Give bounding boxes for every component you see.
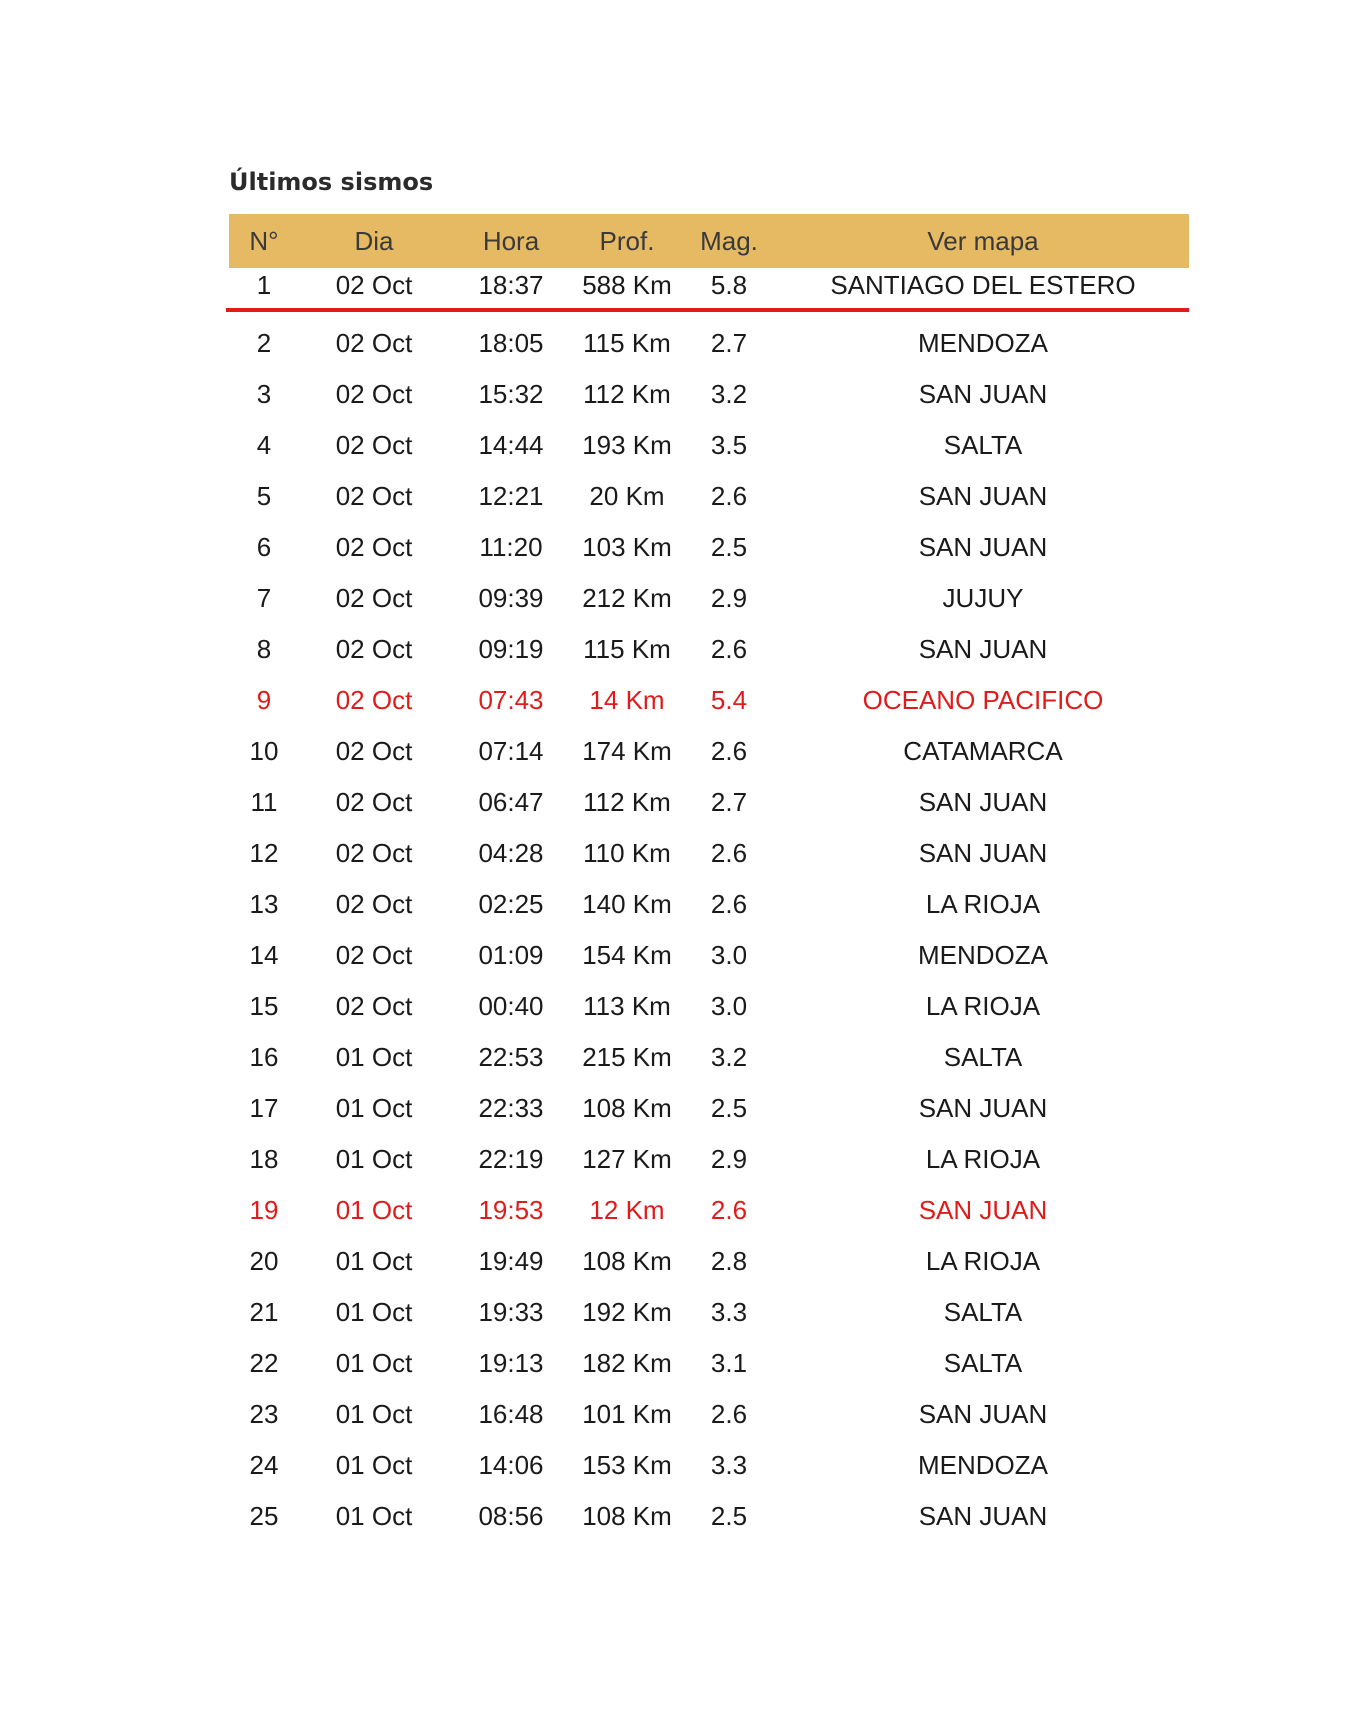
cell-number: 7 xyxy=(256,583,272,613)
header-map[interactable]: Ver mapa xyxy=(927,225,1039,256)
cell-location-link[interactable]: SAN JUAN xyxy=(918,1195,1048,1225)
cell-depth: 212 Km xyxy=(582,583,672,613)
cell-day: 01 Oct xyxy=(335,1093,413,1123)
cell-number: 8 xyxy=(256,634,272,664)
cell-time: 09:39 xyxy=(478,583,544,613)
table-row[interactable] xyxy=(229,1491,1189,1542)
cell-time: 22:33 xyxy=(478,1093,544,1123)
cell-magnitude: 2.6 xyxy=(710,889,748,919)
cell-number: 13 xyxy=(249,889,279,919)
cell-number: 4 xyxy=(256,430,272,460)
header-time[interactable]: Hora xyxy=(482,225,540,256)
cell-depth: 108 Km xyxy=(582,1093,672,1123)
table-row[interactable] xyxy=(229,522,1189,573)
table-row[interactable] xyxy=(229,1032,1189,1083)
cell-time: 14:44 xyxy=(478,430,544,460)
cell-depth: 112 Km xyxy=(583,379,671,409)
cell-day: 01 Oct xyxy=(335,1297,413,1327)
cell-depth: 14 Km xyxy=(589,685,665,715)
cell-location-link[interactable]: SAN JUAN xyxy=(918,532,1048,562)
cell-day: 01 Oct xyxy=(335,1450,413,1480)
cell-time: 07:14 xyxy=(478,736,544,766)
cell-time: 09:19 xyxy=(478,634,544,664)
panel-title: Últimos sismos xyxy=(229,168,434,196)
cell-location-link[interactable]: OCEANO PACIFICO xyxy=(862,685,1104,715)
cell-depth: 112 Km xyxy=(583,787,671,817)
cell-day: 02 Oct xyxy=(335,379,413,409)
cell-depth: 115 Km xyxy=(583,634,671,664)
cell-magnitude: 2.6 xyxy=(710,634,748,664)
cell-depth: 174 Km xyxy=(582,736,672,766)
header-depth[interactable]: Prof. xyxy=(599,225,655,256)
cell-magnitude: 2.5 xyxy=(710,1093,748,1123)
cell-location-link[interactable]: SALTA xyxy=(943,1297,1023,1327)
cell-depth: 193 Km xyxy=(582,430,672,460)
cell-magnitude: 2.6 xyxy=(710,1195,748,1225)
cell-day: 01 Oct xyxy=(335,1246,413,1276)
earthquakes-table-rest xyxy=(229,318,1189,1542)
cell-depth: 110 Km xyxy=(583,838,671,868)
table-row[interactable] xyxy=(229,624,1189,675)
cell-day: 02 Oct xyxy=(335,736,413,766)
table-row[interactable] xyxy=(229,1083,1189,1134)
latest-divider xyxy=(226,308,1189,312)
cell-location-link[interactable]: LA RIOJA xyxy=(925,991,1041,1021)
cell-time: 16:48 xyxy=(478,1399,544,1429)
cell-time: 01:09 xyxy=(478,940,544,970)
cell-day: 01 Oct xyxy=(335,1501,413,1531)
table-row[interactable] xyxy=(229,471,1189,522)
cell-magnitude: 5.8 xyxy=(710,270,748,300)
cell-time: 15:32 xyxy=(478,379,544,409)
cell-day: 01 Oct xyxy=(335,1399,413,1429)
cell-number: 24 xyxy=(249,1450,279,1480)
cell-location-link[interactable]: SAN JUAN xyxy=(918,1501,1048,1531)
cell-time: 04:28 xyxy=(478,838,544,868)
cell-day: 02 Oct xyxy=(335,532,413,562)
table-row[interactable] xyxy=(229,1389,1189,1440)
cell-number: 20 xyxy=(249,1246,279,1276)
cell-number: 17 xyxy=(249,1093,279,1123)
cell-number: 9 xyxy=(256,685,272,715)
cell-location-link[interactable]: SAN JUAN xyxy=(918,1093,1048,1123)
cell-time: 11:20 xyxy=(479,532,543,562)
table-row[interactable] xyxy=(229,1134,1189,1185)
cell-number: 6 xyxy=(256,532,272,562)
cell-magnitude: 2.9 xyxy=(710,583,748,613)
cell-number: 2 xyxy=(256,328,272,358)
cell-time: 19:49 xyxy=(478,1246,544,1276)
cell-time: 06:47 xyxy=(478,787,544,817)
table-row[interactable] xyxy=(229,675,1189,726)
table-row[interactable] xyxy=(229,828,1189,879)
cell-depth: 20 Km xyxy=(589,481,665,511)
cell-depth: 192 Km xyxy=(582,1297,672,1327)
cell-day: 02 Oct xyxy=(335,634,413,664)
cell-location-link[interactable]: SALTA xyxy=(943,430,1023,460)
cell-location-link[interactable]: LA RIOJA xyxy=(925,889,1041,919)
cell-day: 02 Oct xyxy=(335,430,413,460)
header-day[interactable]: Dia xyxy=(354,225,394,256)
cell-magnitude: 3.0 xyxy=(710,991,748,1021)
cell-number: 5 xyxy=(256,481,272,511)
cell-time: 19:53 xyxy=(478,1195,544,1225)
table-row[interactable] xyxy=(229,981,1189,1032)
header-row xyxy=(229,214,1189,268)
cell-day: 02 Oct xyxy=(335,889,413,919)
cell-location-link[interactable]: MENDOZA xyxy=(918,328,1048,358)
latest-quake-body xyxy=(229,268,1189,308)
cell-location-link[interactable]: CATAMARCA xyxy=(903,736,1063,766)
table-row[interactable] xyxy=(229,369,1189,420)
cell-time: 08:56 xyxy=(478,1501,544,1531)
cell-depth: 108 Km xyxy=(582,1246,672,1276)
cell-magnitude: 2.5 xyxy=(710,1501,748,1531)
cell-magnitude: 2.8 xyxy=(710,1246,748,1276)
cell-day: 02 Oct xyxy=(335,481,413,511)
earthquakes-panel xyxy=(229,162,1189,1542)
cell-location-link[interactable]: SAN JUAN xyxy=(918,379,1048,409)
table-row[interactable] xyxy=(229,1440,1189,1491)
cell-depth: 103 Km xyxy=(582,532,672,562)
cell-number: 25 xyxy=(249,1501,279,1531)
table-row[interactable] xyxy=(229,1287,1189,1338)
cell-time: 02:25 xyxy=(478,889,544,919)
cell-time: 00:40 xyxy=(478,991,544,1021)
cell-magnitude: 2.6 xyxy=(710,1399,748,1429)
cell-day: 02 Oct xyxy=(335,838,413,868)
cell-location-link[interactable]: JUJUY xyxy=(942,583,1024,613)
cell-magnitude: 3.0 xyxy=(710,940,748,970)
table-row[interactable] xyxy=(229,930,1189,981)
cell-time: 18:05 xyxy=(478,328,544,358)
cell-depth: 101 Km xyxy=(582,1399,672,1429)
cell-number: 22 xyxy=(249,1348,279,1378)
header-magnitude[interactable]: Mag. xyxy=(700,225,758,256)
cell-time: 19:33 xyxy=(478,1297,544,1327)
cell-magnitude: 2.7 xyxy=(710,787,748,817)
cell-location-link[interactable]: MENDOZA xyxy=(918,940,1048,970)
cell-depth: 140 Km xyxy=(582,889,672,919)
cell-location-link[interactable]: LA RIOJA xyxy=(925,1144,1041,1174)
quake-rows xyxy=(229,318,1189,1542)
cell-time: 12:21 xyxy=(478,481,544,511)
cell-day: 02 Oct xyxy=(335,583,413,613)
table-row[interactable] xyxy=(229,777,1189,828)
cell-time: 14:06 xyxy=(478,1450,544,1480)
cell-depth: 215 Km xyxy=(582,1042,672,1072)
cell-depth: 115 Km xyxy=(583,328,671,358)
cell-number: 18 xyxy=(249,1144,279,1174)
cell-magnitude: 3.3 xyxy=(710,1450,748,1480)
cell-location-link[interactable]: SAN JUAN xyxy=(918,1399,1048,1429)
cell-time: 22:19 xyxy=(478,1144,544,1174)
header-number[interactable]: N° xyxy=(249,225,279,256)
cell-day: 02 Oct xyxy=(335,270,413,300)
cell-day: 01 Oct xyxy=(335,1348,413,1378)
cell-location-link[interactable]: SALTA xyxy=(943,1348,1023,1378)
cell-number: 16 xyxy=(249,1042,279,1072)
table-row-latest[interactable] xyxy=(229,268,1189,308)
cell-day: 02 Oct xyxy=(335,991,413,1021)
cell-magnitude: 2.7 xyxy=(710,328,748,358)
cell-day: 01 Oct xyxy=(335,1042,413,1072)
cell-number: 23 xyxy=(249,1399,279,1429)
cell-depth: 588 Km xyxy=(582,270,672,300)
cell-location-link[interactable]: SAN JUAN xyxy=(918,838,1048,868)
cell-depth: 113 Km xyxy=(583,991,671,1021)
cell-location-link[interactable]: SAN JUAN xyxy=(918,634,1048,664)
table-row[interactable] xyxy=(229,726,1189,777)
cell-location-link[interactable]: MENDOZA xyxy=(918,1450,1048,1480)
cell-depth: 12 Km xyxy=(589,1195,665,1225)
table-row[interactable] xyxy=(229,879,1189,930)
cell-time: 18:37 xyxy=(478,270,544,300)
cell-time: 19:13 xyxy=(478,1348,544,1378)
table-row[interactable] xyxy=(229,1338,1189,1389)
cell-day: 01 Oct xyxy=(335,1144,413,1174)
cell-location-link[interactable]: SALTA xyxy=(943,1042,1023,1072)
table-row[interactable] xyxy=(229,1236,1189,1287)
cell-number: 3 xyxy=(256,379,272,409)
cell-magnitude: 5.4 xyxy=(710,685,748,715)
table-row[interactable] xyxy=(229,420,1189,471)
cell-depth: 182 Km xyxy=(582,1348,672,1378)
cell-day: 02 Oct xyxy=(335,685,413,715)
cell-depth: 153 Km xyxy=(582,1450,672,1480)
cell-number: 10 xyxy=(249,736,279,766)
cell-day: 01 Oct xyxy=(335,1195,413,1225)
table-row[interactable] xyxy=(229,318,1189,369)
cell-number: 12 xyxy=(249,838,279,868)
cell-number: 14 xyxy=(249,940,279,970)
cell-magnitude: 3.3 xyxy=(710,1297,748,1327)
earthquakes-table xyxy=(229,214,1189,308)
cell-time: 22:53 xyxy=(478,1042,544,1072)
table-header xyxy=(229,214,1189,268)
cell-magnitude: 2.9 xyxy=(710,1144,748,1174)
cell-number: 21 xyxy=(249,1297,279,1327)
cell-depth: 108 Km xyxy=(582,1501,672,1531)
table-row[interactable] xyxy=(229,573,1189,624)
cell-number: 15 xyxy=(249,991,279,1021)
cell-number: 11 xyxy=(250,787,278,817)
cell-number: 19 xyxy=(249,1195,279,1225)
cell-magnitude: 3.1 xyxy=(710,1348,748,1378)
cell-location-link[interactable]: SANTIAGO DEL ESTERO xyxy=(830,270,1136,300)
cell-number: 1 xyxy=(256,270,272,300)
cell-magnitude: 3.2 xyxy=(710,379,748,409)
cell-location-link[interactable]: SAN JUAN xyxy=(918,481,1048,511)
cell-magnitude: 2.6 xyxy=(710,481,748,511)
cell-magnitude: 2.6 xyxy=(710,736,748,766)
cell-magnitude: 2.5 xyxy=(710,532,748,562)
cell-magnitude: 2.6 xyxy=(710,838,748,868)
cell-day: 02 Oct xyxy=(335,940,413,970)
cell-location-link[interactable]: SAN JUAN xyxy=(918,787,1048,817)
cell-day: 02 Oct xyxy=(335,787,413,817)
cell-day: 02 Oct xyxy=(335,328,413,358)
cell-time: 07:43 xyxy=(478,685,544,715)
cell-depth: 154 Km xyxy=(582,940,672,970)
cell-magnitude: 3.2 xyxy=(710,1042,748,1072)
cell-magnitude: 3.5 xyxy=(710,430,748,460)
cell-depth: 127 Km xyxy=(582,1144,672,1174)
cell-location-link[interactable]: LA RIOJA xyxy=(925,1246,1041,1276)
table-row[interactable] xyxy=(229,1185,1189,1236)
